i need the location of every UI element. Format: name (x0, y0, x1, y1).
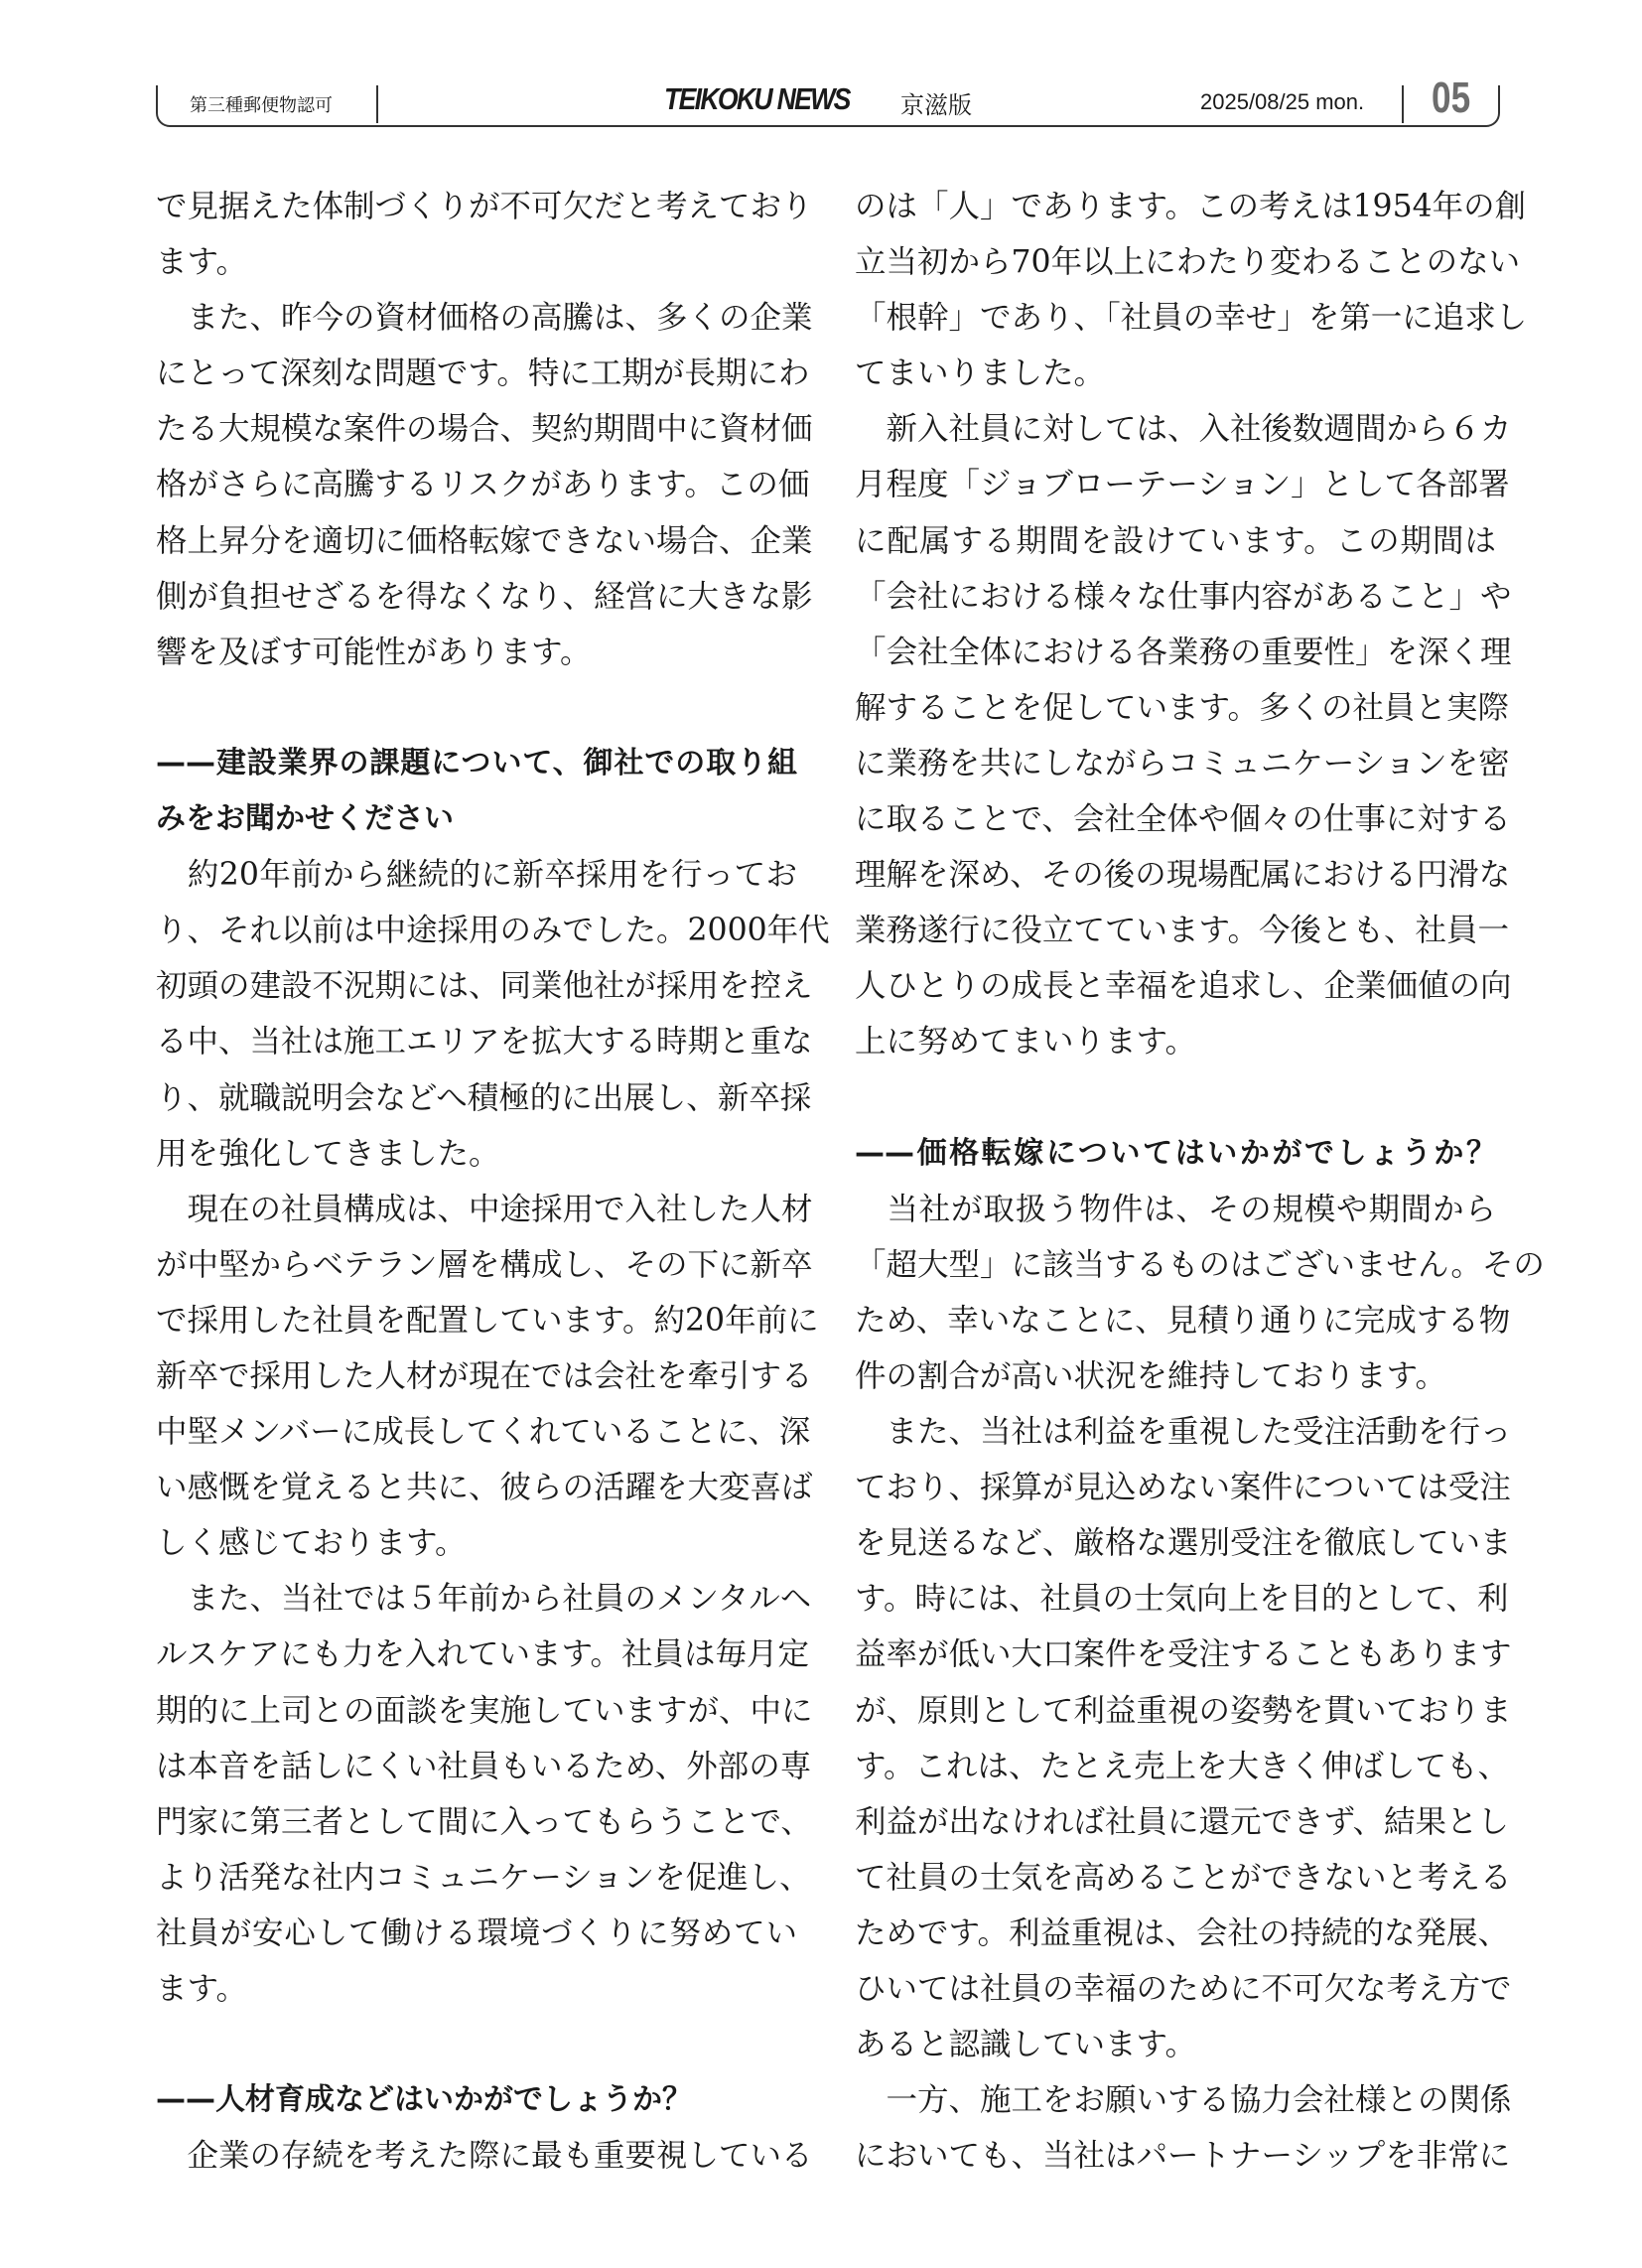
header-divider (1402, 85, 1404, 123)
body-text-line: に取ることで、会社全体や個々の仕事に対する (855, 801, 1511, 838)
body-text-line: 新入社員に対しては、入社後数週間から６カ (855, 411, 1512, 448)
body-text-line: あると認識しています。 (855, 2027, 1196, 2063)
body-text-line: 格上昇分を適切に価格転嫁できない場合、企業 (156, 522, 813, 559)
body-text-line: ひいては社員の幸福のために不可欠な考え方で (855, 1971, 1512, 2007)
body-text-line: 当社が取扱う物件は、その規模や期間から (855, 1191, 1496, 1227)
body-text-line: 企業の存続を考えた際に最も重要視している (156, 2138, 813, 2175)
body-text-line: ます。 (156, 244, 247, 281)
body-text-line: 現在の社員構成は、中途採用で入社した人材 (156, 1191, 813, 1227)
body-text-line: 期的に上司との面談を実施していますが、中に (156, 1692, 813, 1729)
body-text-line: 利益が出なければ社員に還元できず、結果とし (855, 1803, 1509, 1840)
body-text-line: 件の割合が高い状況を維持しております。 (855, 1357, 1446, 1394)
body-text-line: に配属する期間を設けています。この期間は (855, 522, 1496, 559)
body-text-line: しく感じております。 (156, 1525, 467, 1562)
body-text-line: 中堅メンバーに成長してくれていることに、深 (156, 1414, 811, 1451)
section-heading-line: ——人材育成などはいかがでしょうか？ (156, 2082, 692, 2118)
body-text-line: より活発な社内コミュニケーションを促進し、 (156, 1859, 811, 1896)
article-column-right (855, 179, 1545, 2184)
body-text-line: で採用した社員を配置しています。約20年前に (156, 1302, 819, 1339)
body-text-line: り、それ以前は中途採用のみでした。2000年代 (156, 913, 830, 949)
body-text-line: 社員が安心して働ける環境づくりに努めてい (156, 1914, 797, 1951)
body-text-line: 初頭の建設不況期には、同業他社が採用を控え (156, 968, 813, 1005)
body-text-line: 側が負担せざるを得なくなり、経営に大きな影 (156, 578, 813, 615)
edition-label: 京滋版 (900, 91, 972, 119)
body-text-line: 「超大型」に該当するものはございません。その (855, 1246, 1545, 1283)
body-text-line: たる大規模な案件の場合、契約期間中に資材価 (156, 411, 813, 448)
body-text-line: で見据えた体制づくりが不可欠だと考えており (156, 189, 813, 224)
page-number: 05 (1432, 73, 1471, 122)
body-text-line: 理解を深め、その後の現場配属における円滑な (855, 857, 1511, 894)
blank-line (156, 2017, 797, 2072)
body-text-line: 上に努めてまいります。 (855, 1024, 1196, 1061)
body-text-line: り、就職説明会などへ積極的に出展し、新卒採 (156, 1079, 812, 1116)
body-text-line: てまいりました。 (855, 355, 1106, 392)
body-text-line: においても、当社はパートナーシップを非常に (855, 2138, 1511, 2175)
section-heading-line: ——価格転嫁についてはいかがでしょうか？ (855, 1135, 1496, 1171)
body-text-line: ます。 (156, 1971, 247, 2007)
body-text-line: を見送るなど、厳格な選別受注を徹底していま (855, 1525, 1512, 1562)
body-text-line: 「会社における様々な仕事内容があること」や (855, 578, 1512, 615)
blank-line (156, 680, 797, 736)
article-column-left (156, 179, 830, 2184)
body-text-line: 一方、施工をお願いする協力会社様との関係 (855, 2082, 1512, 2119)
issue-date: 2025/08/25 mon. (1200, 89, 1365, 114)
body-text-line: 「会社全体における各業務の重要性」を深く理 (855, 634, 1512, 670)
body-text-line: 業務遂行に役立てています。今後とも、社員一 (855, 913, 1509, 949)
body-text-line: 門家に第三者として間に入ってもらうことで、 (156, 1803, 812, 1840)
body-text-line: 「根幹」であり、「社員の幸せ」を第一に追求し (855, 300, 1528, 337)
body-text-line: 新卒で採用した人材が現在では会社を牽引する (156, 1357, 813, 1394)
body-text-line: 約20年前から継続的に新卒採用を行ってお (156, 857, 797, 894)
body-text-line: 響を及ぼす可能性があります。 (156, 634, 592, 670)
section-heading-line: みをお聞かせください (156, 801, 454, 837)
body-text-line: に業務を共にしながらコミュニケーションを密 (855, 745, 1510, 781)
body-text-line: 格がさらに高騰するリスクがあります。この価 (156, 467, 810, 503)
body-text-line: ており、採算が見込めない案件については受注 (855, 1470, 1511, 1506)
body-text-line: す。これは、たとえ売上を大きく伸ばしても、 (855, 1748, 1509, 1784)
body-text-line: 人ひとりの成長と幸福を追求し、企業価値の向 (855, 968, 1512, 1005)
body-text-line: て社員の士気を高めることができないと考える (855, 1859, 1512, 1896)
body-text-line: 月程度「ジョブローテーション」として各部署 (855, 467, 1510, 503)
blank-line (855, 1070, 1496, 1126)
newspaper-logo: TEIKOKU NEWS (664, 81, 850, 116)
postal-permit-label: 第三種郵便物認可 (190, 95, 333, 116)
body-text-line: は本音を話しにくい社員もいるため、外部の専 (156, 1748, 812, 1784)
body-text-line: にとって深刻な問題です。特に工期が長期にわ (156, 355, 810, 392)
body-text-line: す。時には、社員の士気向上を目的として、利 (855, 1581, 1509, 1618)
body-text-line: のは「人」であります。この考えは1954年の創 (855, 189, 1527, 224)
body-text-line: が、原則として利益重視の姿勢を貫いておりま (855, 1692, 1512, 1729)
body-text-line: ルスケアにも力を入れています。社員は毎月定 (156, 1636, 810, 1673)
body-text-line: また、当社は利益を重視した受注活動を行っ (855, 1414, 1512, 1451)
body-text-line: い感慨を覚えると共に、彼らの活躍を大変喜ば (156, 1470, 813, 1506)
body-text-line: また、昨今の資材価格の高騰は、多くの企業 (156, 300, 813, 337)
body-text-line: が中堅からベテラン層を構成し、その下に新卒 (156, 1246, 813, 1283)
body-text-line: 益率が低い大口案件を受注することもあります (855, 1636, 1512, 1673)
header-divider (376, 85, 378, 123)
body-text-line: ため、幸いなことに、見積り通りに完成する物 (855, 1302, 1511, 1339)
body-text-line: ためです。利益重視は、会社の持続的な発展、 (855, 1914, 1509, 1951)
body-text-line: 立当初から70年以上にわたり変わることのない (855, 244, 1521, 281)
section-heading-line: ——建設業界の課題について、御社での取り組 (156, 745, 797, 780)
body-text-line: る中、当社は施工エリアを拡大する時期と重な (156, 1024, 813, 1061)
body-text-line: 解することを促しています。多くの社員と実際 (855, 689, 1509, 726)
page-header (156, 73, 1500, 127)
body-text-line: 用を強化してきました。 (156, 1135, 500, 1172)
body-text-line: また、当社では５年前から社員のメンタルヘ (156, 1581, 812, 1618)
